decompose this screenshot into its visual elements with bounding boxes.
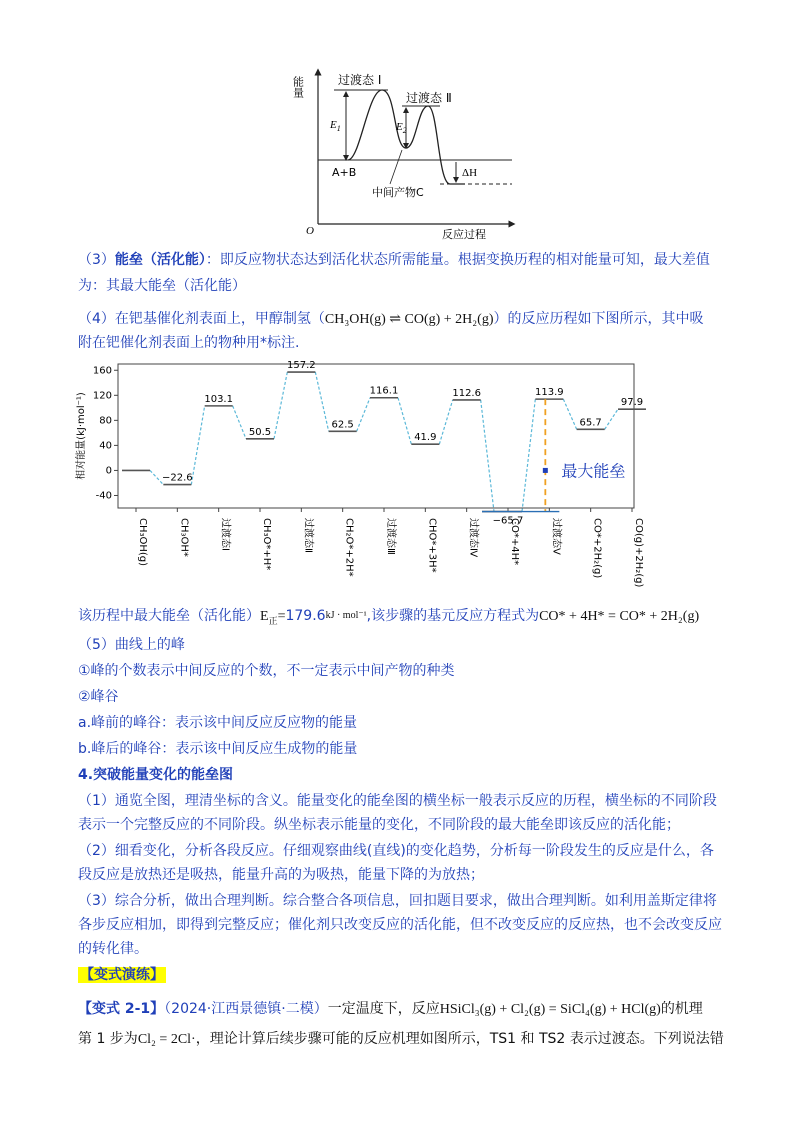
sec5-title: （5）曲线上的峰 [78,637,185,653]
elementary-equation: CO* + 4H* = CO* + 2H₂(g) [539,609,700,624]
energy-profile-diagram [290,62,520,242]
max-barrier-line: 该历程中最大能垒（活化能）$E_正=179.6^{kJ \cdot mol^{-1}}$,该步骤的基元反应方程式为CO* + 4H* = CO* + 2H₂(g) [78,608,700,626]
connector-line [439,400,452,444]
value-label: 50.5 [248,426,272,438]
sec5-p1: ①峰的个数表示中间反应的个数，不一定表示中间产物的种类 [78,663,455,679]
category-label: CH₃O*+H* [261,518,272,571]
sec5-p2: ②峰谷 [78,689,119,705]
sec6-s2b: 段反应是放热还是吸热，能量升高的为吸热，能量下降的为放热； [78,867,484,883]
sec4-line1: （4）在钯基催化剂表面上，甲醇制氢（CH₃OH(g) ⇌ CO(g) + 2H₂(g)）的反应历程如下图所示，其中吸 [78,311,704,327]
connector-line [357,398,370,432]
sec5-pa: a.峰前的峰谷：表示该中间反应反应物的能量 [78,715,358,731]
category-label: CH₂O*+2H* [343,518,355,577]
y-axis-label: 能量 [291,76,305,98]
practice-line1: 【变式 2-1】（2024·江西景德镇·二模）一定温度下，反应HSiCl₃(g) + Cl₂(g) = SiCl₄(g) + HCl(g)的机理 [78,1001,703,1017]
sec3-line1: （3）能垒（活化能）：即反应物状态达到活化状态所需能量。根据变换历程的相对能量可知，最大差值 [78,252,710,268]
y-tick-label: 160 [92,365,112,377]
sec5-pb: b.峰后的峰谷：表示该中间反应生成物的能量 [78,741,358,757]
category-label: CH₃OH* [178,518,190,557]
y-tick-label: 80 [99,415,112,427]
value-label: 41.9 [414,432,437,444]
y-tick-label: 0 [105,465,112,477]
value-label: 97.9 [620,397,644,409]
connector-line [563,399,576,429]
callout-marker [543,468,548,473]
value-label: 116.1 [369,385,399,397]
category-label: CO(g)+2H₂(g) [633,518,644,588]
connector-line [315,372,328,431]
e1-label: $E_1$ [330,119,341,133]
value-label: −22.6 [162,472,193,484]
category-label: CH₃OH(g) [137,518,148,567]
sec6-s3c: 的转化律。 [78,941,148,957]
category-label: CO*+2H₂(g) [591,518,603,579]
category-label: CO*+4H* [509,518,520,566]
methanol-equation: CH₃OH(g) ⇌ CO(g) + 2H₂(g) [324,312,494,327]
ts2-label: 过渡态 Ⅱ [406,91,452,105]
value-label: 62.5 [331,419,354,431]
category-label: 过渡态Ⅳ [467,518,479,558]
category-label: 过渡态Ⅲ [385,518,396,555]
practice-line2: 第 1 步为Cl₂ = 2Cl·，理论计算后续步骤可能的反应机理如图所示，TS1 和 TS2 表示过渡态。下列说法错 [78,1031,724,1047]
ts1-label: 过渡态 Ⅰ [338,73,382,87]
connector-line [191,406,204,485]
connector-line [233,406,246,439]
x-axis-label: 反应过程 [442,228,486,241]
connector-line [274,372,287,439]
y-tick-label: -40 [95,490,112,502]
e2-label: $E_2$ [396,121,407,135]
sec6-title: 4.突破能量变化的能垒图 [78,767,234,783]
chlorine-equation: Cl₂ = 2Cl· [137,1032,196,1047]
connector-line [398,398,411,444]
value-label: −65.7 [492,515,524,527]
category-label: 过渡态Ⅰ [219,518,231,551]
y-tick-label: 40 [99,440,112,452]
category-label: 过渡态Ⅱ [302,518,314,553]
y-tick-label: 120 [92,390,112,402]
silane-equation: HSiCl₃(g) + Cl₂(g) = SiCl₄(g) + HCl(g) [439,1002,661,1017]
sec6-s3b: 各步反应相加，即得到完整反应；催化剂只改变反应的活化能，但不改变反应的反应热，也不会改变反应 [78,917,722,933]
sec6-s3a: （3）综合分析，做出合理判断。综合整合各项信息，回扣题目要求，做出合理判断。如利用盖斯定律将 [78,893,717,909]
value-label: 103.1 [204,393,233,405]
value-label: 157.2 [287,360,316,372]
dh-label: ΔH [462,167,478,179]
max-barrier-annotation: 最大能垒 [561,461,626,481]
sec6-s2a: （2）细看变化，分析各段反应。仔细观察曲线(直线)的变化趋势，分析每一阶段发生的反应是什么，各 [78,843,714,859]
sec3-line2: 为：其最大能垒（活化能） [78,278,246,294]
category-label: 过渡态Ⅴ [550,518,562,555]
connector-line [605,409,618,429]
sec6-s1a: （1）通览全图，理清坐标的含义。能量变化的能垒图的横坐标一般表示反应的历程，横坐标的不同阶段 [78,793,717,809]
sec6-s1b: 表示一个完整反应的不同阶段。纵坐标表示能量的变化，不同阶段的最大能垒即该反应的活化能； [78,817,680,833]
category-label: CHO*+3H* [426,518,438,573]
connector-line [522,399,535,511]
sec4-line2: 附在钯催化剂表面上的物种用*标注. [78,335,300,351]
connector-line [481,400,494,512]
methanol-energy-chart [72,356,652,602]
reactant-label: A+B [332,166,357,179]
intermediate-label: 中间产物C [372,186,424,199]
origin-label: O [306,225,314,237]
value-label: 113.9 [535,387,564,399]
practice-heading: 【变式演练】 [80,967,164,983]
chart-ylabel: 相对能量(kJ·mol⁻¹) [76,392,87,480]
value-label: 65.7 [579,417,602,429]
value-label: 112.6 [452,387,481,399]
